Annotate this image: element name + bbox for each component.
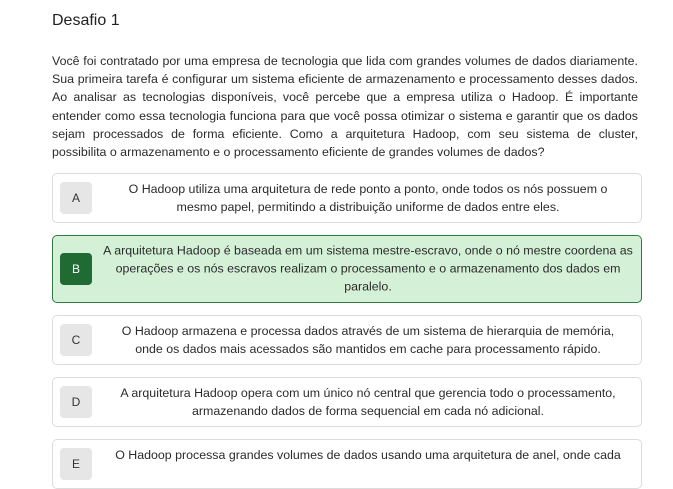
page-title: Desafio 1 — [52, 12, 120, 29]
option-letter-badge: E — [60, 448, 92, 480]
option-d[interactable] — [52, 377, 642, 427]
option-letter-badge: A — [60, 182, 92, 214]
option-text: O Hadoop armazena e processa dados através de um sistema de hierarquia de memória, onde os dados mais acessados são mantidos em cache para processamento rápido. — [121, 323, 615, 356]
option-letter-badge: B — [60, 253, 92, 285]
option-letter-badge: C — [60, 324, 92, 356]
option-letter-badge: D — [60, 386, 92, 418]
option-text: O Hadoop processa grandes volumes de dados usando uma arquitetura de anel, onde cada — [115, 448, 621, 462]
question-text: Você foi contratado por uma empresa de tecnologia que lida com grandes volumes de dados diariamente. Sua primeira tarefa é configurar um sistema eficiente de armazenamento e processamento desses dados. Ao analisar as tecnologias disponíveis, você percebe que a empresa utiliza o Hadoop. É importante entender como essa tecnologia funciona para que você possa otimizar o sistema e garantir que os dados sejam processados de forma eficiente. Como a arquitetura Hadoop, com seu sistema de cluster, possibilita o armazenamento e o processamento eficiente de grandes volumes de dados? — [52, 54, 638, 160]
option-text: O Hadoop utiliza uma arquitetura de rede ponto a ponto, onde todos os nós possuem o mesmo papel, permitindo a distribuição uniforme de dados entre eles. — [128, 181, 608, 214]
option-a[interactable] — [52, 173, 642, 223]
option-text: A arquitetura Hadoop opera com um único nó central que gerencia todo o processamento, armazenando dados de forma sequencial em cada nó adicional. — [120, 385, 616, 418]
option-c[interactable] — [52, 315, 642, 365]
option-b[interactable] — [52, 235, 642, 303]
option-e[interactable] — [52, 439, 642, 489]
option-text: A arquitetura Hadoop é baseada em um sistema mestre-escravo, onde o nó mestre coordena as operações e os nós escravos realizam o processamento e o armazenamento dos dados em paralelo. — [103, 243, 633, 295]
